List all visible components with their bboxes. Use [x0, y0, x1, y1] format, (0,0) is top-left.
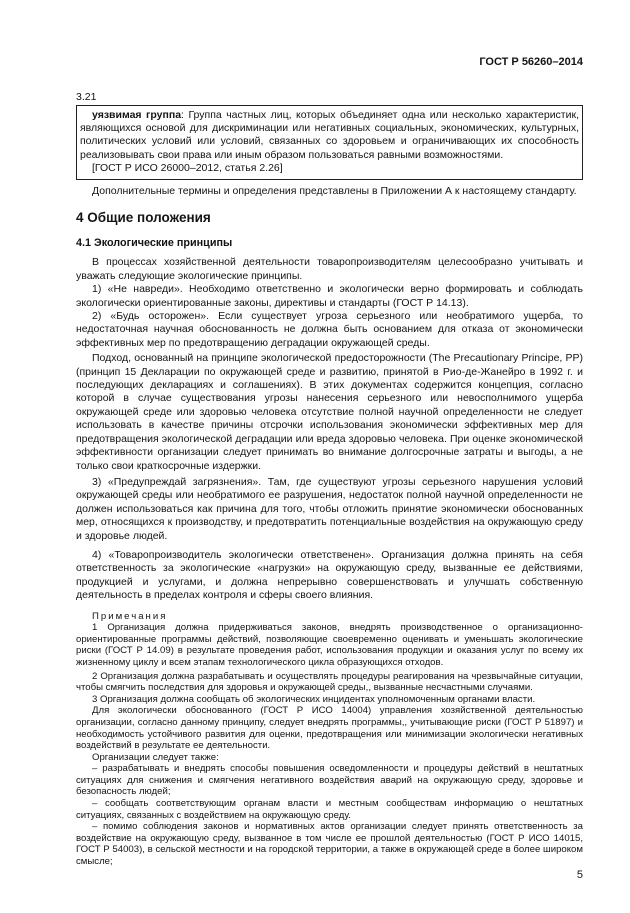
doc-code-header: ГОСТ Р 56260–2014 — [479, 56, 583, 68]
obligation-list-item: – разрабатывать и внедрять способы повышения осведомленности и процедуры действий в нештатных ситуациях для снижения и смягчения негативного воздействия аварий на окружающую среду, здоровье и безопасность людей; — [76, 763, 583, 798]
principle-producer-responsibility: 4) «Товаропроизводитель экологически ответственен». Организация должна принять на себя ответственность за экологические «нагрузки» на окружающую среду, вызванные ее действиями, продукцией и услугами, и должна непрерывно совершенствовать и улучшать собственную деятельность в пределах контроля и сферы своего влияния. — [76, 548, 583, 602]
term-name: уязвимая группа — [92, 109, 182, 121]
additional-terms-note: Дополнительные термины и определения представлены в Приложении А к настоящему стандарту. — [92, 185, 577, 198]
page-number: 5 — [576, 869, 583, 881]
principle-prevent-pollution: 3) «Предупреждай загрязнения». Там, где существуют угрозы серьезного нарушения условий окружающей среды или необратимого ее разрушения, недостаток полной научной определенности не должен использоваться как причина для того, чтобы отложить принятие экономически обоснованных мер, относящихся к производству, и предотвратить потенциальные воздействия на окружающую среду и здоровье людей. — [76, 475, 583, 542]
note-item: 1 Организация должна придерживаться законов, внедрять производственное о организационно-ориентированные программы действий, позволяющие своевременно оценивать и уменьшать экологические риски (ГОСТ Р 14.09) в результате проведения работ, использования продукции и оказания услуг по всему их жизненному циклу и всем этапам технологического цикла образующихся отходов. — [76, 622, 583, 668]
term-definition — [80, 109, 579, 162]
principle-be-careful: 2) «Будь осторожен». Если существует угроза серьезного или необратимого ущерба, то недостаточная научная обоснованность не должна быть основанием для отказа от экономически эффективных мер по предотвращению деградации окружающей среды. — [76, 310, 583, 349]
subsection-title: 4.1 Экологические принципы — [76, 237, 233, 250]
precaution-approach-paragraph: Подход, основанный на принципе экологической предосторожности (The Precautionary Principe, PP) (принцип 15 Декларации по окружающей среде и развитию, принятой в Рио-де-Жанейро в 1992 г. и последующих декларациях и соглашениях). В этих документах содержится концепция, согласно которой в случае существования угрозы нанесения серьезного или невосполнимого ущерба окружающей среде или здоровью человека отсутствие полной научной определенности не следует использовать в качестве причины отсрочки использования экономически эффективных мер для предотвращения экологической деградации или вреда здоровью человека. При оценке экономической эффективности организации следует принимать во внимание долгосрочные затраты и выгоды, а не только свои краткосрочные издержки. — [76, 352, 583, 472]
implementation-paragraph: Для экологически обоснованного (ГОСТ Р ИСО 14004) управления хозяйственной деятельностью организации, согласно данному принципу, следует внедрять программы,, учитывающие риски (ГОСТ Р 51897) и необходимость устойчивого развития для оценки, предотвращения или минимизации экологически негативных воздействий в результате ее деятельности. — [76, 705, 583, 752]
term-number: 3.21 — [76, 91, 97, 103]
intro-paragraph: В процессах хозяйственной деятельности товаропроизводителям целесообразно учитывать и уважать следующие экологические принципы. — [76, 256, 583, 282]
page-content — [76, 55, 583, 868]
term-source-reference: [ГОСТ Р ИСО 26000–2012, статья 2.26] — [92, 161, 283, 174]
term-definition-text: : Группа частных лиц, которых объединяет одна или несколько характеристик, являющихся основой для дискриминации или негативных социальных, экономических, культурных, политических условий или условий, связанных со здоровьем и ограничивающих их способность реализовывать свои права или иным образом пользоваться равными возможностями. — [80, 109, 579, 161]
obligations-lead-in: Организации следует также: — [92, 751, 219, 763]
section-title: 4 Общие положения — [76, 210, 211, 226]
notes-heading: Примечания — [92, 610, 168, 622]
obligation-list-item: – сообщать соответствующим органам власти и местным сообществам информацию о нештатных ситуациях, связанных с воздействием на окружающую среду. — [76, 798, 583, 821]
note-item: 2 Организация должна разрабатывать и осуществлять процедуры реагирования на чрезвычайные ситуации, чтобы смягчить последствия для здоровья и окружающей среды,, вызванные несчастными случаями. — [76, 670, 583, 694]
note-item: 3 Организация должна сообщать об экологических инцидентах уполномоченным органами власти. — [92, 693, 536, 705]
term-definition-box — [76, 105, 583, 180]
principle-do-no-harm: 1) «Не навреди». Необходимо ответственно и экологически верно формировать и соблюдать экологически ориентированные законы, директивы и стандарты (ГОСТ Р 14.13). — [76, 283, 583, 309]
obligation-list-item: – помимо соблюдения законов и нормативных актов организации следует принять ответственность за воздействие на окружающую среду, вызванное в том числе ее прошлой деятельностью (ГОСТ Р ИСО 14015, ГОСТ Р 54003), в сельской местности и на городской территории, а также в окружающей среде в более широком смысле; — [76, 821, 583, 868]
